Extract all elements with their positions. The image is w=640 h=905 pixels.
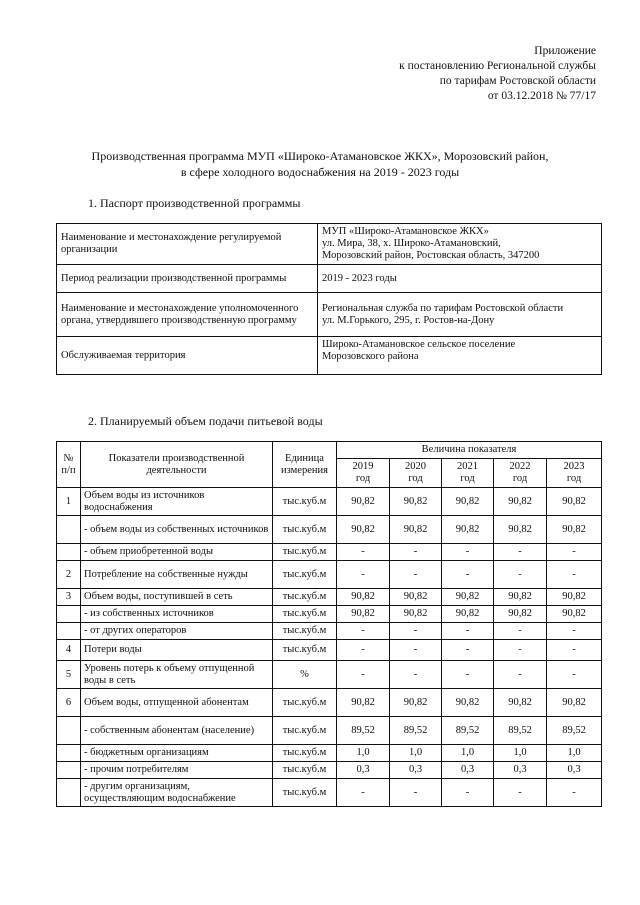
row-value-2019: 90,82 [337,589,390,606]
passport-value [318,265,602,293]
row-value-2022: - [494,779,547,807]
row-indicator: - от других операторов [81,623,273,640]
table-row [57,623,602,640]
row-value-2019: - [337,623,390,640]
table-row [57,717,602,745]
row-num: 5 [57,661,81,689]
row-unit: % [273,661,337,689]
row-unit: тыс.куб.м [273,488,337,516]
row-indicator: - другим организациям, осуществляющим водоснабжение [81,779,273,807]
header-num: № п/п [57,442,81,488]
row-value-2019: - [337,640,390,661]
row-value-2020: 90,82 [390,488,442,516]
table-row [57,561,602,589]
row-value-2019: 90,82 [337,488,390,516]
row-indicator: - прочим потребителям [81,762,273,779]
row-value-2021: 90,82 [442,606,494,623]
header-unit: Единица измерения [273,442,337,488]
row-num [57,717,81,745]
row-value-2019: 90,82 [337,606,390,623]
passport-value-line: Широко-Атамановское сельское поселение [322,339,516,350]
passport-value [318,293,602,337]
row-num [57,544,81,561]
table-row [57,745,602,762]
row-value-2020: 90,82 [390,689,442,717]
table-row [57,640,602,661]
passport-value-line: ул. М.Горького, 295, г. Ростов-на-Дону [322,314,495,326]
header-year-2020: 2020 год [390,459,442,488]
row-value-2021: - [442,561,494,589]
passport-row [57,337,602,375]
row-indicator: Потребление на собственные нужды [81,561,273,589]
header-value: Величина показателя [337,442,602,459]
row-value-2021: 89,52 [442,717,494,745]
row-value-2021: 0,3 [442,762,494,779]
section-1-heading: 1. Паспорт производственной программы [88,196,301,210]
row-num [57,623,81,640]
row-num [57,762,81,779]
row-unit: тыс.куб.м [273,779,337,807]
row-value-2021: - [442,779,494,807]
section-2-heading: 2. Планируемый объем подачи питьевой воды [88,414,323,428]
row-value-2023: - [547,779,602,807]
passport-value-line: Морозовский район, Ростовская область, 347200 [322,250,540,261]
table-row [57,689,602,717]
header-year-2022: 2022 год [494,459,547,488]
row-num: 1 [57,488,81,516]
row-value-2021: - [442,661,494,689]
row-indicator: Потери воды [81,640,273,661]
row-num [57,745,81,762]
row-value-2022: 89,52 [494,717,547,745]
passport-value [318,224,602,265]
row-value-2021: - [442,623,494,640]
passport-label: Наименование и местонахождение регулируемой организации [57,224,318,265]
row-value-2020: - [390,640,442,661]
row-unit: тыс.куб.м [273,561,337,589]
passport-value-line: 2019 - 2023 годы [322,272,397,284]
row-indicator: - собственным абонентам (население) [81,717,273,745]
row-value-2023: - [547,640,602,661]
row-value-2023: 89,52 [547,717,602,745]
row-value-2023: 90,82 [547,516,602,544]
table-row [57,779,602,807]
row-unit: тыс.куб.м [273,544,337,561]
row-num [57,606,81,623]
passport-value-line: МУП «Широко-Атамановское ЖКХ» [322,226,489,237]
row-unit: тыс.куб.м [273,606,337,623]
passport-value-line: ул. Мира, 38, х. Широко-Атамановский, [322,238,501,249]
row-indicator: - объем приобретенной воды [81,544,273,561]
row-value-2022: 0,3 [494,762,547,779]
row-value-2023: - [547,623,602,640]
row-unit: тыс.куб.м [273,717,337,745]
row-value-2019: - [337,544,390,561]
table-row [57,544,602,561]
passport-label: Наименование и местонахождение уполномоченного органа, утвердившего производственную программу [57,293,318,337]
row-unit: тыс.куб.м [273,589,337,606]
row-unit: тыс.куб.м [273,516,337,544]
row-value-2022: - [494,544,547,561]
passport-label: Период реализации производственной программы [57,265,318,293]
row-num: 3 [57,589,81,606]
row-indicator: - объем воды из собственных источников [81,516,273,544]
row-indicator: Объем воды, отпущенной абонентам [81,689,273,717]
header-year-2019: 2019 год [337,459,390,488]
row-value-2019: - [337,661,390,689]
row-value-2022: 1,0 [494,745,547,762]
row-indicator: - из собственных источников [81,606,273,623]
row-value-2021: 90,82 [442,516,494,544]
passport-value [318,337,602,375]
appendix-line: от 03.12.2018 № 77/17 [487,90,596,102]
water-volume-table [56,441,602,807]
row-value-2021: 90,82 [442,589,494,606]
table-row [57,589,602,606]
appendix-line: Приложение [534,45,596,57]
row-value-2023: 1,0 [547,745,602,762]
row-value-2023: - [547,661,602,689]
row-num [57,779,81,807]
row-value-2019: - [337,779,390,807]
row-value-2019: - [337,561,390,589]
row-unit: тыс.куб.м [273,640,337,661]
table-row [57,661,602,689]
row-value-2019: 1,0 [337,745,390,762]
row-value-2021: - [442,640,494,661]
passport-table [56,223,602,375]
table-row [57,606,602,623]
row-value-2022: - [494,640,547,661]
row-value-2023: - [547,561,602,589]
row-value-2022: 90,82 [494,606,547,623]
row-value-2021: - [442,544,494,561]
row-value-2022: 90,82 [494,589,547,606]
row-value-2023: 0,3 [547,762,602,779]
passport-row [57,265,602,293]
header-indicator: Показатели производственной деятельности [81,442,273,488]
row-indicator: Объем воды, поступившей в сеть [81,589,273,606]
water-volume-table-body [57,488,602,807]
row-num [57,516,81,544]
row-num: 4 [57,640,81,661]
row-value-2023: 90,82 [547,488,602,516]
passport-value-line: Морозовского района [322,351,419,362]
appendix-line: по тарифам Ростовской области [439,75,596,87]
row-value-2019: 89,52 [337,717,390,745]
appendix-block [296,44,596,104]
row-value-2019: 0,3 [337,762,390,779]
row-value-2020: - [390,661,442,689]
row-value-2023: - [547,544,602,561]
row-value-2020: 90,82 [390,516,442,544]
title-line-1: Производственная программа МУП «Широко-Атамановское ЖКХ», Морозовский район, [91,149,549,163]
row-indicator: Объем воды из источников водоснабжения [81,488,273,516]
row-value-2020: - [390,561,442,589]
passport-value-line: Региональная служба по тарифам Ростовской области [322,302,564,314]
row-value-2022: - [494,661,547,689]
appendix-line: к постановлению Региональной службы [399,60,596,72]
row-indicator: Уровень потерь к объему отпущенной воды в сеть [81,661,273,689]
row-unit: тыс.куб.м [273,745,337,762]
row-value-2020: - [390,623,442,640]
row-value-2019: 90,82 [337,689,390,717]
row-value-2022: - [494,623,547,640]
row-value-2022: - [494,561,547,589]
row-value-2023: 90,82 [547,589,602,606]
table-row [57,516,602,544]
passport-row [57,224,602,265]
row-num: 6 [57,689,81,717]
row-value-2020: 89,52 [390,717,442,745]
document-title [40,148,600,180]
table-row [57,488,602,516]
header-year-2021: 2021 год [442,459,494,488]
row-value-2020: - [390,544,442,561]
row-value-2022: 90,82 [494,488,547,516]
row-value-2020: 0,3 [390,762,442,779]
table-row [57,762,602,779]
row-value-2020: 90,82 [390,606,442,623]
row-value-2019: 90,82 [337,516,390,544]
row-value-2020: - [390,779,442,807]
passport-row [57,293,602,337]
row-value-2022: 90,82 [494,689,547,717]
row-unit: тыс.куб.м [273,623,337,640]
row-value-2023: 90,82 [547,689,602,717]
row-value-2020: 1,0 [390,745,442,762]
header-year-2023: 2023 год [547,459,602,488]
row-value-2021: 90,82 [442,689,494,717]
row-value-2020: 90,82 [390,589,442,606]
passport-label: Обслуживаемая территория [57,337,318,375]
row-unit: тыс.куб.м [273,689,337,717]
row-num: 2 [57,561,81,589]
row-value-2023: 90,82 [547,606,602,623]
row-unit: тыс.куб.м [273,762,337,779]
row-value-2021: 1,0 [442,745,494,762]
row-value-2022: 90,82 [494,516,547,544]
row-indicator: - бюджетным организациям [81,745,273,762]
title-line-2: в сфере холодного водоснабжения на 2019 - 2023 годы [180,165,460,179]
row-value-2021: 90,82 [442,488,494,516]
